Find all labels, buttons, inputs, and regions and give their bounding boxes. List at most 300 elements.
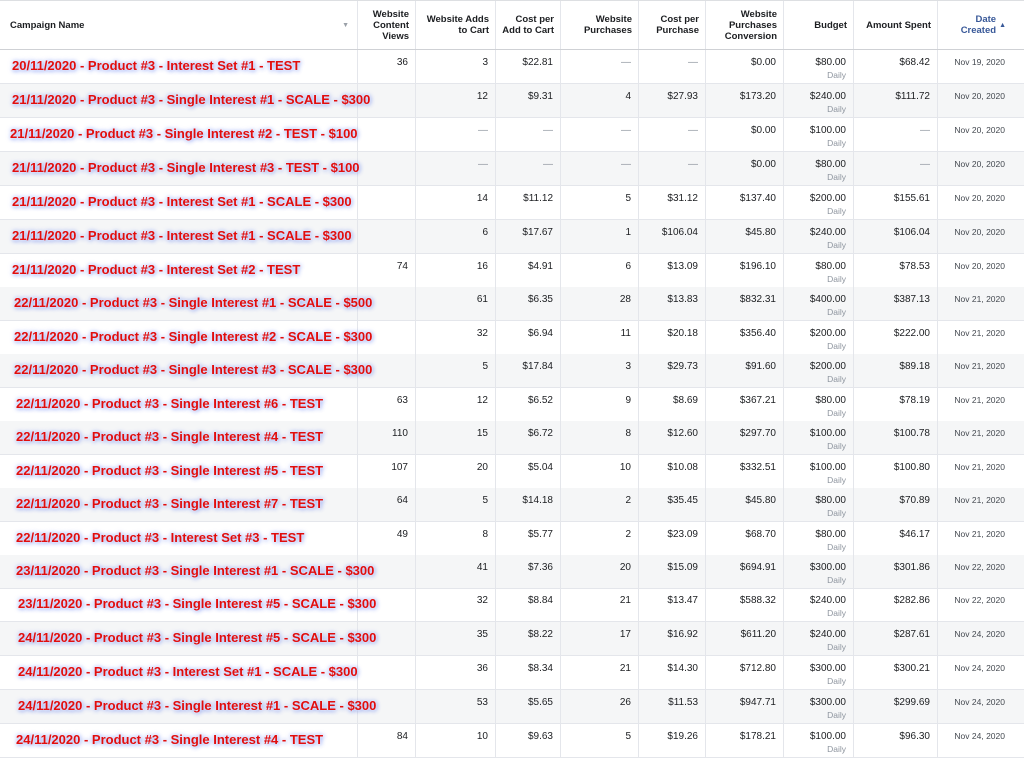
- cost-per-purchase-value: $13.47: [667, 595, 698, 606]
- cost-per-add-to-cart-cell: [496, 254, 561, 287]
- website-adds-to-cart-value: 5: [482, 495, 488, 506]
- column-header-website-adds-to-cart[interactable]: [416, 1, 496, 49]
- cost-per-purchase-value: $10.08: [667, 462, 698, 473]
- campaign-name-text[interactable]: 23/11/2020 - Product #3 - Single Interest #5 - SCALE - $300: [18, 596, 377, 611]
- cost-per-purchase-cell: [639, 588, 706, 621]
- campaign-name-cell[interactable]: [0, 118, 358, 151]
- column-header-cost-per-purchase[interactable]: [639, 1, 706, 49]
- table-row[interactable]: [0, 152, 1024, 186]
- date-created-value: Nov 20, 2020: [954, 125, 1005, 135]
- date-created-value: Nov 21, 2020: [954, 462, 1005, 472]
- cost-per-purchase-cell: [639, 220, 706, 253]
- column-header-date-created[interactable]: [938, 1, 1012, 49]
- website-purchases-conversion-value: $91.60: [745, 361, 776, 372]
- website-purchases-value: —: [621, 159, 631, 170]
- cost-per-add-to-cart-value: $11.12: [523, 193, 553, 204]
- website-purchases-cell: [561, 220, 639, 253]
- campaign-name-text[interactable]: 22/11/2020 - Product #3 - Single Interest #5 - TEST: [16, 463, 324, 478]
- campaign-name-cell[interactable]: [0, 50, 358, 83]
- column-header-label: Website Purchases: [583, 14, 632, 36]
- campaign-name-text[interactable]: 20/11/2020 - Product #3 - Interest Set #1 - TEST: [12, 58, 301, 73]
- table-row[interactable]: [0, 690, 1024, 724]
- cost-per-purchase-value: $106.04: [661, 227, 698, 238]
- amount-spent-cell: [854, 50, 938, 83]
- website-purchases-conversion-cell: [706, 555, 784, 588]
- budget-period: Daily: [827, 172, 846, 182]
- website-purchases-conversion-value: $0.00: [750, 125, 776, 136]
- date-created-cell: [938, 522, 1012, 555]
- website-purchases-conversion-value: $0.00: [750, 159, 776, 170]
- campaign-name-cell[interactable]: [0, 421, 358, 454]
- date-created-value: Nov 20, 2020: [954, 159, 1005, 169]
- date-created-cell: [938, 656, 1012, 689]
- amount-spent-value: $106.04: [893, 227, 930, 238]
- amount-spent-cell: [854, 488, 938, 521]
- budget-period: Daily: [827, 710, 846, 720]
- date-created-value: Nov 20, 2020: [954, 227, 1005, 237]
- website-adds-to-cart-cell: [416, 724, 496, 757]
- table-row[interactable]: [0, 254, 1024, 288]
- budget-cell: [784, 354, 854, 387]
- cost-per-add-to-cart-value: $7.36: [527, 562, 553, 573]
- cost-per-purchase-cell: [639, 321, 706, 354]
- column-header-website-purchases-conversion[interactable]: [706, 1, 784, 49]
- website-purchases-cell: [561, 321, 639, 354]
- cost-per-add-to-cart-cell: [496, 455, 561, 488]
- website-purchases-conversion-cell: [706, 220, 784, 253]
- table-row[interactable]: [0, 84, 1024, 118]
- budget-cell: [784, 254, 854, 287]
- website-purchases-conversion-value: $611.20: [740, 629, 776, 640]
- budget-period: Daily: [827, 274, 846, 284]
- cost-per-purchase-value: —: [688, 159, 698, 170]
- sort-ascending-icon[interactable]: ▲: [999, 21, 1006, 29]
- campaign-name-text[interactable]: 22/11/2020 - Product #3 - Single Interest #1 - SCALE - $500: [14, 295, 373, 310]
- website-adds-to-cart-cell: [416, 690, 496, 723]
- cost-per-purchase-cell: [639, 555, 706, 588]
- cost-per-add-to-cart-value: $5.04: [527, 462, 553, 473]
- website-purchases-conversion-value: $68.70: [745, 529, 776, 540]
- cost-per-add-to-cart-cell: [496, 588, 561, 621]
- website-purchases-conversion-value: $137.40: [739, 193, 776, 204]
- cost-per-purchase-value: $14.30: [667, 663, 698, 674]
- cost-per-purchase-value: —: [688, 57, 698, 68]
- amount-spent-cell: [854, 287, 938, 320]
- website-purchases-conversion-cell: [706, 287, 784, 320]
- website-purchases-cell: [561, 588, 639, 621]
- website-content-views-cell: [358, 152, 416, 185]
- budget-cell: [784, 522, 854, 555]
- amount-spent-cell: [854, 522, 938, 555]
- cost-per-purchase-cell: [639, 118, 706, 151]
- amount-spent-value: $301.86: [893, 562, 930, 573]
- cost-per-add-to-cart-cell: [496, 555, 561, 588]
- website-purchases-value: 2: [625, 529, 631, 540]
- website-content-views-value: 110: [392, 428, 408, 439]
- campaign-name-text[interactable]: 23/11/2020 - Product #3 - Single Interest #1 - SCALE - $300: [16, 563, 375, 578]
- cost-per-add-to-cart-value: $8.34: [527, 663, 553, 674]
- campaign-name-cell[interactable]: [0, 84, 371, 117]
- table-row[interactable]: [0, 588, 1024, 622]
- website-adds-to-cart-value: 20: [476, 462, 488, 473]
- date-created-cell: [938, 220, 1012, 253]
- cost-per-add-to-cart-cell: [496, 656, 561, 689]
- website-adds-to-cart-value: 32: [476, 595, 488, 606]
- cost-per-add-to-cart-cell: [496, 522, 561, 555]
- website-purchases-cell: [561, 287, 639, 320]
- campaign-name-text[interactable]: 24/11/2020 - Product #3 - Interest Set #1 - SCALE - $300: [18, 664, 358, 679]
- website-adds-to-cart-cell: [416, 220, 496, 253]
- website-adds-to-cart-cell: [416, 118, 496, 151]
- budget-value: $400.00: [809, 294, 846, 305]
- budget-cell: [784, 656, 854, 689]
- budget-period: Daily: [827, 104, 846, 114]
- amount-spent-value: $155.61: [893, 193, 930, 204]
- campaign-name-text[interactable]: 22/11/2020 - Product #3 - Interest Set #3 - TEST: [16, 530, 305, 545]
- cost-per-add-to-cart-value: $6.72: [527, 428, 553, 439]
- budget-value: $240.00: [809, 91, 846, 102]
- website-adds-to-cart-value: —: [478, 125, 488, 136]
- campaign-name-cell[interactable]: [0, 555, 375, 588]
- table-row[interactable]: [0, 321, 1024, 355]
- date-created-value: Nov 22, 2020: [954, 595, 1005, 605]
- campaign-name-text[interactable]: 22/11/2020 - Product #3 - Single Interest #6 - TEST: [16, 396, 324, 411]
- cost-per-purchase-value: $13.09: [667, 261, 698, 272]
- cost-per-add-to-cart-value: $6.52: [527, 395, 553, 406]
- date-created-cell: [938, 555, 1012, 588]
- campaign-name-text[interactable]: 22/11/2020 - Product #3 - Single Interest #7 - TEST: [16, 496, 324, 511]
- budget-value: $200.00: [809, 328, 846, 339]
- website-content-views-cell: [358, 220, 416, 253]
- website-content-views-value: 49: [396, 529, 408, 540]
- amount-spent-value: $78.53: [899, 261, 930, 272]
- table-row[interactable]: [0, 522, 1024, 556]
- column-header-amount-spent[interactable]: [854, 1, 938, 49]
- campaign-name-cell[interactable]: [0, 254, 358, 287]
- website-content-views-cell: [358, 50, 416, 83]
- campaign-name-text[interactable]: 21/11/2020 - Product #3 - Interest Set #1 - SCALE - $300: [12, 228, 352, 243]
- amount-spent-value: $78.19: [899, 395, 930, 406]
- website-purchases-conversion-cell: [706, 622, 784, 655]
- cost-per-purchase-cell: [639, 656, 706, 689]
- website-purchases-value: 20: [619, 562, 631, 573]
- cost-per-purchase-cell: [639, 254, 706, 287]
- budget-value: $300.00: [809, 663, 846, 674]
- date-created-value: Nov 19, 2020: [954, 57, 1005, 67]
- date-created-cell: [938, 152, 1012, 185]
- budget-value: $200.00: [809, 361, 846, 372]
- website-adds-to-cart-value: 14: [476, 193, 488, 204]
- budget-period: Daily: [827, 240, 846, 250]
- table-row[interactable]: [0, 555, 1024, 589]
- website-purchases-conversion-value: $178.21: [739, 731, 776, 742]
- budget-period: Daily: [827, 374, 846, 384]
- table-row[interactable]: [0, 488, 1024, 522]
- website-purchases-cell: [561, 421, 639, 454]
- amount-spent-cell: [854, 690, 938, 723]
- website-adds-to-cart-cell: [416, 522, 496, 555]
- cost-per-purchase-value: $15.09: [667, 562, 698, 573]
- website-purchases-cell: [561, 724, 639, 757]
- campaign-name-text[interactable]: 24/11/2020 - Product #3 - Single Interest #4 - TEST: [16, 732, 324, 747]
- date-created-cell: [938, 455, 1012, 488]
- table-row[interactable]: [0, 220, 1024, 254]
- cost-per-purchase-cell: [639, 455, 706, 488]
- website-adds-to-cart-value: 12: [476, 395, 488, 406]
- cost-per-purchase-value: $23.09: [667, 529, 698, 540]
- table-row[interactable]: [0, 354, 1024, 388]
- budget-cell: [784, 287, 854, 320]
- cost-per-purchase-cell: [639, 354, 706, 387]
- website-purchases-conversion-cell: [706, 488, 784, 521]
- amount-spent-cell: [854, 84, 938, 117]
- website-purchases-cell: [561, 455, 639, 488]
- table-row[interactable]: [0, 455, 1024, 489]
- budget-period: Daily: [827, 676, 846, 686]
- budget-cell: [784, 455, 854, 488]
- budget-cell: [784, 622, 854, 655]
- column-header-website-content-views[interactable]: [358, 1, 416, 49]
- amount-spent-value: $100.80: [893, 462, 930, 473]
- cost-per-add-to-cart-cell: [496, 488, 561, 521]
- campaign-name-cell[interactable]: [0, 690, 377, 723]
- campaign-name-cell[interactable]: [0, 588, 377, 621]
- website-purchases-cell: [561, 488, 639, 521]
- website-purchases-conversion-cell: [706, 186, 784, 219]
- date-created-value: Nov 20, 2020: [954, 91, 1005, 101]
- website-adds-to-cart-value: 8: [482, 529, 488, 540]
- campaign-name-cell[interactable]: [0, 186, 358, 219]
- campaign-name-text[interactable]: 24/11/2020 - Product #3 - Single Interest #1 - SCALE - $300: [18, 698, 377, 713]
- campaign-name-text[interactable]: 22/11/2020 - Product #3 - Single Interest #4 - TEST: [16, 429, 324, 444]
- campaign-name-cell[interactable]: [0, 152, 358, 185]
- amount-spent-cell: [854, 622, 938, 655]
- table-row[interactable]: [0, 287, 1024, 321]
- amount-spent-value: $70.89: [899, 495, 930, 506]
- website-adds-to-cart-cell: [416, 254, 496, 287]
- column-header-budget[interactable]: [784, 1, 854, 49]
- website-content-views-cell: [358, 724, 416, 757]
- campaign-name-cell[interactable]: [0, 354, 373, 387]
- website-purchases-conversion-value: $356.40: [739, 328, 776, 339]
- website-adds-to-cart-cell: [416, 287, 496, 320]
- date-created-value: Nov 24, 2020: [954, 731, 1005, 741]
- amount-spent-cell: [854, 421, 938, 454]
- campaign-name-cell[interactable]: [0, 622, 377, 655]
- table-row[interactable]: [0, 724, 1024, 758]
- column-header-campaign-name[interactable]: [0, 1, 358, 49]
- date-created-cell: [938, 690, 1012, 723]
- website-purchases-conversion-value: $694.91: [739, 562, 776, 573]
- campaign-name-text[interactable]: 21/11/2020 - Product #3 - Single Interest #1 - SCALE - $300: [12, 92, 371, 107]
- date-created-value: Nov 21, 2020: [954, 529, 1005, 539]
- date-created-value: Nov 24, 2020: [954, 697, 1005, 707]
- date-created-value: Nov 22, 2020: [954, 562, 1005, 572]
- campaign-name-cell[interactable]: [0, 287, 373, 320]
- cost-per-add-to-cart-value: $9.31: [527, 91, 553, 102]
- cost-per-add-to-cart-cell: [496, 388, 561, 421]
- table-row[interactable]: [0, 118, 1024, 152]
- website-purchases-conversion-value: $45.80: [745, 227, 776, 238]
- website-adds-to-cart-value: 15: [476, 428, 488, 439]
- campaign-name-text[interactable]: 21/11/2020 - Product #3 - Single Interest #2 - TEST - $100: [10, 126, 358, 141]
- table-row[interactable]: [0, 622, 1024, 656]
- website-content-views-cell: [358, 388, 416, 421]
- table-row[interactable]: [0, 388, 1024, 422]
- amount-spent-cell: [854, 118, 938, 151]
- date-created-value: Nov 24, 2020: [954, 663, 1005, 673]
- table-row[interactable]: [0, 50, 1024, 84]
- budget-cell: [784, 555, 854, 588]
- cost-per-add-to-cart-value: $8.84: [527, 595, 553, 606]
- cost-per-purchase-value: $8.69: [672, 395, 698, 406]
- website-purchases-cell: [561, 152, 639, 185]
- cost-per-add-to-cart-cell: [496, 354, 561, 387]
- campaign-name-cell[interactable]: [0, 724, 358, 757]
- budget-value: $80.00: [815, 57, 846, 68]
- website-adds-to-cart-value: 6: [482, 227, 488, 238]
- cost-per-add-to-cart-value: —: [543, 159, 553, 170]
- budget-value: $80.00: [815, 261, 846, 272]
- sort-icon[interactable]: ▼: [342, 21, 349, 29]
- date-created-value: Nov 21, 2020: [954, 428, 1005, 438]
- date-created-cell: [938, 354, 1012, 387]
- amount-spent-cell: [854, 186, 938, 219]
- website-adds-to-cart-cell: [416, 421, 496, 454]
- date-created-cell: [938, 84, 1012, 117]
- amount-spent-value: $299.69: [893, 697, 930, 708]
- website-adds-to-cart-value: 12: [476, 91, 488, 102]
- date-created-value: Nov 21, 2020: [954, 395, 1005, 405]
- website-purchases-value: 21: [619, 595, 631, 606]
- campaign-name-cell[interactable]: [0, 488, 358, 521]
- budget-cell: [784, 421, 854, 454]
- website-purchases-conversion-cell: [706, 84, 784, 117]
- date-created-cell: [938, 388, 1012, 421]
- cost-per-add-to-cart-cell: [496, 421, 561, 454]
- campaign-name-cell[interactable]: [0, 321, 373, 354]
- campaign-name-text[interactable]: 24/11/2020 - Product #3 - Single Interest #5 - SCALE - $300: [18, 630, 377, 645]
- amount-spent-value: $100.78: [893, 428, 930, 439]
- amount-spent-cell: [854, 321, 938, 354]
- date-created-cell: [938, 622, 1012, 655]
- date-created-value: Nov 21, 2020: [954, 328, 1005, 338]
- cost-per-add-to-cart-cell: [496, 186, 561, 219]
- budget-value: $240.00: [809, 629, 846, 640]
- campaign-name-text[interactable]: 21/11/2020 - Product #3 - Interest Set #1 - SCALE - $300: [12, 194, 352, 209]
- website-purchases-cell: [561, 522, 639, 555]
- website-adds-to-cart-value: —: [478, 159, 488, 170]
- cost-per-add-to-cart-value: $8.22: [527, 629, 553, 640]
- campaign-name-cell[interactable]: [0, 656, 358, 689]
- website-purchases-conversion-value: $588.32: [739, 595, 776, 606]
- column-header-label: Cost per Purchase: [656, 14, 699, 36]
- campaign-name-text[interactable]: 21/11/2020 - Product #3 - Single Interest #3 - TEST - $100: [12, 160, 360, 175]
- website-content-views-value: 64: [396, 495, 408, 506]
- website-content-views-cell: [358, 488, 416, 521]
- website-purchases-conversion-value: $832.31: [739, 294, 776, 305]
- website-content-views-cell: [358, 522, 416, 555]
- website-purchases-cell: [561, 186, 639, 219]
- website-content-views-value: 36: [396, 57, 408, 68]
- cost-per-add-to-cart-cell: [496, 287, 561, 320]
- budget-cell: [784, 152, 854, 185]
- budget-value: $240.00: [809, 595, 846, 606]
- website-adds-to-cart-cell: [416, 455, 496, 488]
- website-purchases-value: 5: [625, 731, 631, 742]
- cost-per-purchase-cell: [639, 50, 706, 83]
- amount-spent-cell: [854, 588, 938, 621]
- cost-per-add-to-cart-value: $6.35: [527, 294, 553, 305]
- date-created-value: Nov 24, 2020: [954, 629, 1005, 639]
- website-purchases-cell: [561, 84, 639, 117]
- table-row[interactable]: [0, 656, 1024, 690]
- website-content-views-cell: [358, 656, 416, 689]
- cost-per-add-to-cart-value: $22.81: [522, 57, 553, 68]
- column-header-website-purchases[interactable]: [561, 1, 639, 49]
- column-header-label: Website Content Views: [372, 8, 409, 42]
- website-purchases-conversion-cell: [706, 388, 784, 421]
- website-purchases-cell: [561, 50, 639, 83]
- website-content-views-cell: [358, 186, 416, 219]
- budget-period: Daily: [827, 475, 846, 485]
- budget-cell: [784, 220, 854, 253]
- website-content-views-cell: [358, 421, 416, 454]
- cost-per-purchase-value: $27.93: [667, 91, 698, 102]
- cost-per-add-to-cart-cell: [496, 220, 561, 253]
- website-adds-to-cart-cell: [416, 622, 496, 655]
- website-purchases-value: —: [621, 57, 631, 68]
- date-created-cell: [938, 588, 1012, 621]
- website-adds-to-cart-value: 36: [476, 663, 488, 674]
- table-row[interactable]: [0, 421, 1024, 455]
- campaign-name-cell[interactable]: [0, 522, 358, 555]
- budget-period: Daily: [827, 206, 846, 216]
- website-adds-to-cart-cell: [416, 321, 496, 354]
- website-content-views-value: 84: [396, 731, 408, 742]
- budget-period: Daily: [827, 138, 846, 148]
- website-purchases-conversion-cell: [706, 50, 784, 83]
- website-adds-to-cart-value: 61: [476, 294, 488, 305]
- budget-period: Daily: [827, 441, 846, 451]
- date-created-cell: [938, 254, 1012, 287]
- date-created-cell: [938, 287, 1012, 320]
- amount-spent-cell: [854, 354, 938, 387]
- campaign-name-cell[interactable]: [0, 455, 358, 488]
- column-header-label: Website Purchases Conversion: [724, 8, 777, 42]
- website-content-views-cell: [358, 455, 416, 488]
- table-row[interactable]: [0, 186, 1024, 220]
- campaign-name-cell[interactable]: [0, 220, 358, 253]
- budget-cell: [784, 690, 854, 723]
- cost-per-add-to-cart-cell: [496, 84, 561, 117]
- column-header-cost-per-add-to-cart[interactable]: [496, 1, 561, 49]
- website-purchases-value: 26: [619, 697, 631, 708]
- date-created-value: Nov 21, 2020: [954, 361, 1005, 371]
- amount-spent-value: $46.17: [899, 529, 930, 540]
- amount-spent-value: $287.61: [893, 629, 930, 640]
- campaign-name-text[interactable]: 21/11/2020 - Product #3 - Interest Set #2 - TEST: [12, 262, 301, 277]
- amount-spent-cell: [854, 388, 938, 421]
- website-purchases-conversion-value: $196.10: [739, 261, 776, 272]
- campaign-name-cell[interactable]: [0, 388, 358, 421]
- cost-per-add-to-cart-cell: [496, 724, 561, 757]
- campaign-name-text[interactable]: 22/11/2020 - Product #3 - Single Interest #2 - SCALE - $300: [14, 329, 373, 344]
- date-created-value: Nov 20, 2020: [954, 261, 1005, 271]
- amount-spent-value: —: [920, 125, 930, 136]
- website-purchases-cell: [561, 354, 639, 387]
- campaign-name-text[interactable]: 22/11/2020 - Product #3 - Single Interest #3 - SCALE - $300: [14, 362, 373, 377]
